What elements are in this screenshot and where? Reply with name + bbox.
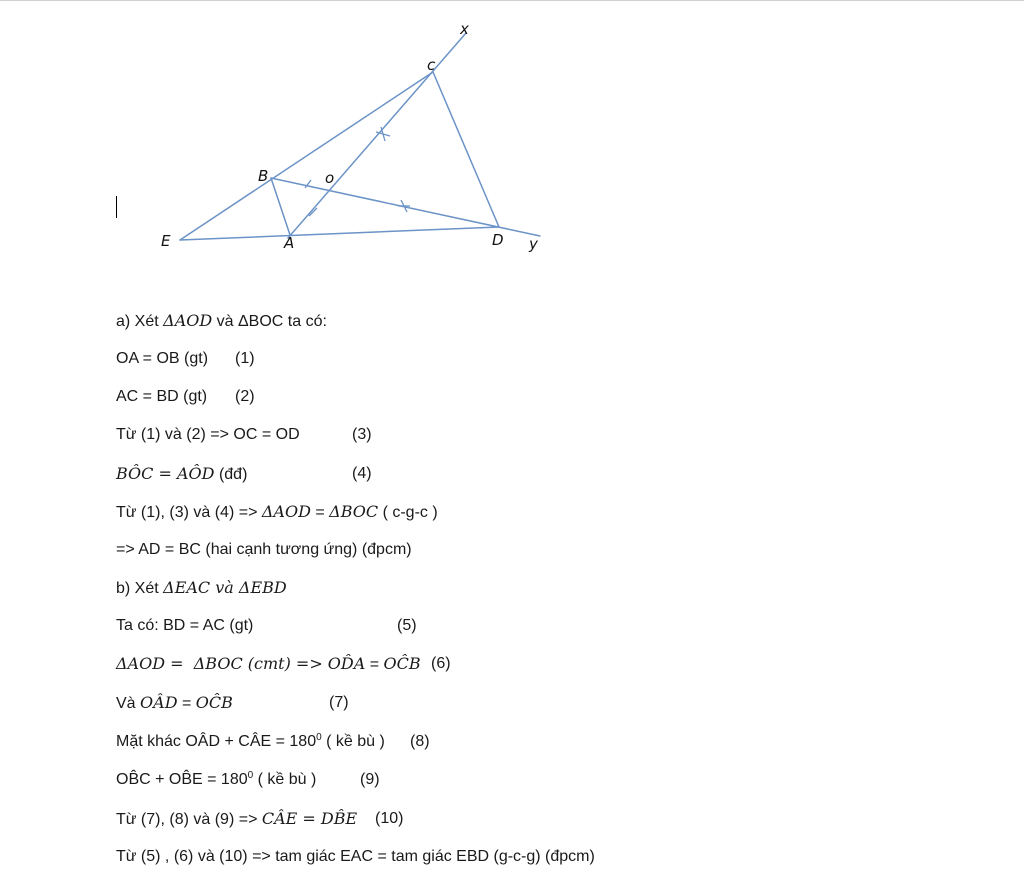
text: = — [177, 695, 196, 712]
proof-line-13 — [116, 769, 316, 791]
text: AC = BD (gt) — [116, 388, 208, 405]
proof-line-6 — [116, 501, 438, 523]
label-a: A — [284, 234, 295, 252]
text-cursor — [116, 196, 117, 218]
proof-line-15 — [116, 846, 595, 868]
proof-line-4 — [116, 424, 300, 446]
math: ΔAOD = ΔBOC (cmt) => OD̂A — [116, 654, 366, 673]
math: OĈB — [195, 693, 233, 712]
label-y: y — [529, 235, 538, 253]
text: = — [365, 656, 384, 673]
proof-line-7 — [116, 539, 412, 561]
eq-number: (2) — [235, 388, 255, 405]
text: a) Xét — [116, 313, 164, 330]
label-x: x — [460, 20, 469, 38]
proof-line-1 — [116, 310, 327, 332]
label-o: o — [325, 169, 335, 187]
text: b) Xét — [116, 580, 164, 597]
proof-line-11 — [116, 692, 233, 714]
text: (đđ) — [214, 466, 248, 483]
segment-cd — [433, 72, 499, 227]
label-b: B — [258, 167, 269, 185]
superscript: 0 — [247, 770, 254, 781]
eq-number: (5) — [397, 617, 417, 634]
ray-ax — [288, 33, 466, 238]
segment-ba — [271, 178, 290, 235]
math: BÔC = AÔD — [116, 464, 215, 483]
text: Từ (7), (8) và (9) => — [116, 811, 262, 828]
eq-number: (1) — [235, 350, 255, 367]
text: Ta có: BD = AC (gt) — [116, 617, 254, 634]
text: => AD = BC (hai cạnh tương ứng) (đpcm) — [116, 541, 412, 558]
proof-line-8 — [116, 577, 287, 599]
text: và ΔBOC ta có: — [212, 313, 327, 330]
text: Từ (1), (3) và (4) => — [116, 504, 262, 521]
math: ΔAOD — [261, 502, 311, 521]
text: Và — [116, 695, 141, 712]
segment-ec — [180, 72, 433, 240]
eq-number: (8) — [410, 733, 430, 750]
geometry-figure — [0, 0, 1024, 300]
math: CÂE = DB̂E — [261, 809, 358, 828]
text: ( kề bù ) — [253, 771, 317, 788]
label-d: D — [492, 231, 504, 249]
text: Mặt khác OÂD + CÂE = 180 — [116, 733, 317, 750]
math: OÂD — [140, 693, 178, 712]
proof-line-9 — [116, 615, 253, 637]
text: = — [310, 504, 330, 521]
text: Từ (5) , (6) và (10) => tam giác EAC = tam giác EBD (g-c-g) (đpcm) — [116, 848, 595, 865]
eq-number: (9) — [360, 771, 380, 788]
eq-number: (7) — [329, 694, 349, 711]
math: ΔEBD — [233, 578, 287, 597]
math: ΔAOD — [163, 311, 213, 330]
proof-line-14 — [116, 808, 357, 830]
text: ( kề bù ) — [321, 733, 385, 750]
math: ΔEAC và — [163, 578, 234, 597]
superscript: 0 — [316, 732, 322, 743]
text: OB̂C + OB̂E = 180 — [116, 771, 248, 788]
eq-number: (6) — [431, 655, 451, 672]
proof-line-3 — [116, 386, 207, 408]
text: ( c-g-c ) — [378, 504, 438, 521]
text: OA = OB (gt) — [116, 350, 209, 367]
proof-line-12 — [116, 731, 385, 753]
math: ΔBOC — [329, 502, 379, 521]
text: Từ (1) và (2) => OC = OD — [116, 426, 300, 443]
label-c: c — [427, 56, 436, 74]
proof-line-10 — [116, 653, 421, 675]
math: OĈB — [383, 654, 421, 673]
segment-ed — [180, 227, 499, 240]
proof-line-2 — [116, 348, 208, 370]
label-e: E — [161, 232, 171, 250]
proof-line-5 — [116, 463, 247, 485]
eq-number: (3) — [352, 426, 372, 443]
eq-number: (4) — [352, 465, 372, 482]
eq-number: (10) — [375, 810, 404, 827]
